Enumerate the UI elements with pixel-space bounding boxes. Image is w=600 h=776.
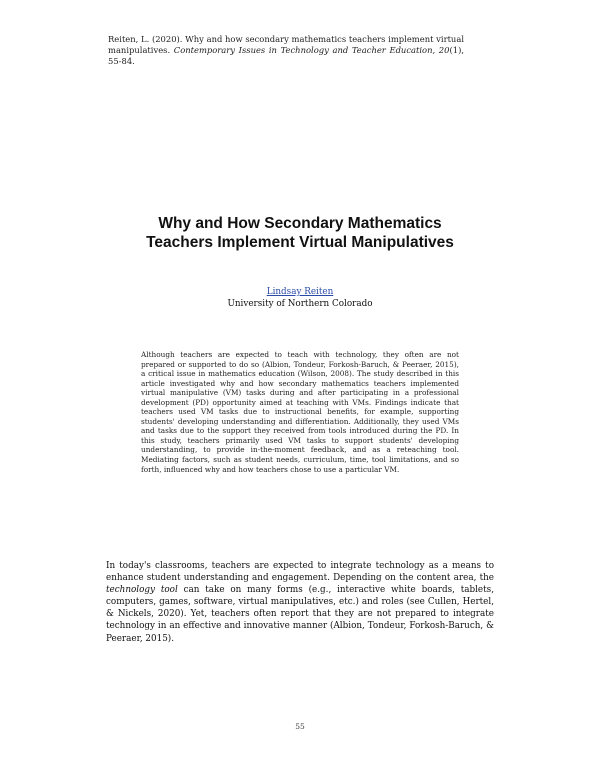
page-number: 55 [295, 722, 305, 731]
author-affiliation: University of Northern Colorado [227, 299, 373, 309]
citation-journal: Contemporary Issues in Technology and Teacher Education, 20 [173, 45, 450, 55]
title-line-2: Teachers Implement Virtual Manipulatives [146, 234, 454, 251]
author-name-link[interactable]: Lindsay Reiten [266, 287, 334, 297]
author-block [150, 286, 450, 310]
citation-text: Reiten, L. (2020). Why and how secondary mathematics teachers implement virtual manipulatives. [108, 34, 464, 55]
citation-issue-pages: (1), 55-84. [108, 45, 464, 66]
body-text-part-1: In today's classrooms, teachers are expected to integrate technology as a means to enhance student understanding and engagement. Depending on the content area, the [106, 561, 494, 584]
abstract [141, 350, 459, 474]
paper-title [60, 214, 540, 252]
body-text-part-2: can take on many forms (e.g., interactive white boards, tablets, computers, games, software, virtual manipulatives, etc.) and roles (see Cullen, Hertel, & Nickels, 2020). Yet, teachers often report that they are not prepared to integrate technology in an effective and innovative manner (Albion, Tondeur, Forkosh-Baruch, & Peeraer, 2015). [106, 585, 494, 644]
title-line-1: Why and How Secondary Mathematics [158, 215, 442, 232]
body-emphasis: technology tool [106, 585, 178, 596]
citation [108, 34, 464, 67]
body-paragraph [106, 560, 494, 645]
abstract-text: Although teachers are expected to teach with technology, they often are not prepared or supported to do so (Albion, Tondeur, Forkosh-Baruch, & Peeraer, 2015), a critical issue in mathematics education (Wilson, 2008). The study described in this article investigated why and how secondary mathematics teachers implemented virtual manipulative (VM) tasks during and after participating in a professional development (PD) opportunity aimed at teaching with VMs. Findings indicate that teachers used VM tasks due to instructional benefits, for example, supporting students' developing understanding and differentiation. Additionally, they used VMs and tasks due to the support they received from tools introduced during the PD. In this study, teachers primarily used VM tasks to support students' developing understanding, to provide in-the-moment feedback, and as a reteaching tool. Mediating factors, such as student needs, curriculum, time, tool limitations, and so forth, influenced why and how teachers chose to use a particular VM. [141, 350, 459, 474]
